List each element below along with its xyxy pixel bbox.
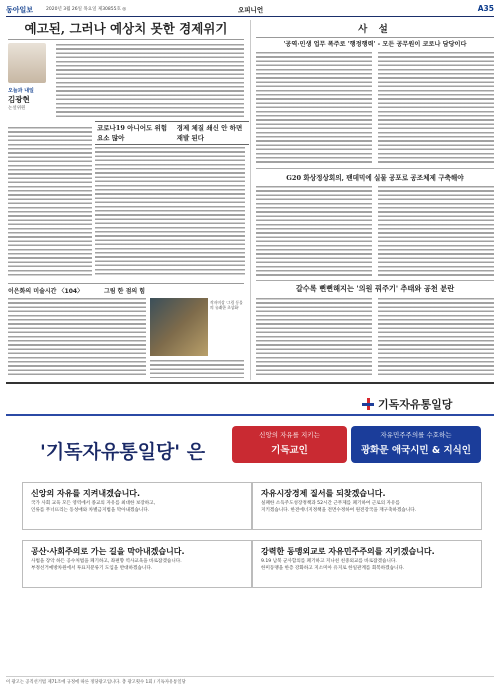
pledge-line: 지키겠습니다. 한전에너지정책을 전면수정하여 원전강국을 재구축하겠습니다. (261, 507, 417, 513)
editorial-body (378, 52, 494, 164)
editorial-divider (256, 280, 494, 281)
party-name: 기독자유통일당 (378, 398, 453, 411)
author-name: 김광현 (8, 95, 30, 104)
pledge-box (22, 540, 252, 588)
editorial-body (378, 298, 494, 378)
column-body-text (8, 127, 92, 277)
editorial-divider (256, 168, 494, 169)
art-column-title: 그림 한 점의 힘 (104, 288, 146, 295)
art-column-body (8, 298, 146, 378)
pledge-title: 신앙의 자유를 지켜내겠습니다. (31, 489, 141, 498)
cross-icon (362, 398, 374, 410)
pill-caption: 신앙의 자유를 지키는 (259, 431, 320, 439)
ad-pill-christian (232, 426, 347, 463)
column-divider (250, 20, 251, 380)
pill-label: 기독교인 (271, 445, 308, 456)
editorial-title: '공역·민생 업무 폭주로 '행정행력' - 모든 공무원이 코로나 담당이다 (283, 41, 467, 48)
pledge-line: 9.19 남북 군사합의를 폐기하고 지나친 친중외교를 바로잡겠습니다. (261, 559, 397, 564)
issue-date: 2020년 3월 26일 목요일 제30855호 ◎ (46, 7, 127, 12)
party-logo (362, 396, 452, 412)
editorial-body (256, 186, 372, 276)
ad-separator (6, 382, 494, 384)
masthead (6, 4, 494, 17)
newspaper-logo: 동아일보 (6, 6, 34, 14)
pledge-line: 인류를 무너뜨리는 동성애와 차별금지법을 막아내겠습니다. (31, 507, 150, 513)
ad-headline: '기독자유통일당' 은 (40, 441, 206, 463)
page-number: A35 (477, 4, 494, 13)
author-photo (8, 43, 46, 83)
column-kicker: 오늘과 내일 (8, 88, 34, 94)
pledge-title: 강력한 동맹외교로 자유민주주의를 지키겠습니다. (261, 547, 435, 556)
editorial-header: 사 설 (256, 21, 494, 38)
ad-pill-patriots (351, 426, 481, 463)
painting-caption: 작자미상 '그림 동물의 유쾌한 초상화' (210, 300, 243, 310)
pill-caption: 자유민주주의를 수호하는 (380, 431, 452, 439)
art-column-body (150, 360, 244, 378)
column-title: 예고된, 그러나 예상치 못한 경제위기 (8, 21, 244, 40)
column-body-text (95, 147, 245, 277)
art-column-header (8, 283, 244, 296)
pull-quote-line: 코로나19 아니어도 위험 요소 많아 (97, 124, 168, 142)
pledge-line: 한미동맹을 한층 강화하고 지소미아 유지로 한일관계를 회복하겠습니다. (261, 565, 405, 571)
author-role: 논설위원 (8, 106, 26, 111)
section-name: 오피니언 (238, 6, 264, 14)
pledge-line: 국가 사회 교육 모든 영역에서 종교의 자유를 최대한 보장하고, (31, 501, 156, 506)
pull-quote (95, 121, 249, 145)
pledge-title: 자유시장경제 질서를 되찾겠습니다. (261, 489, 386, 498)
pledge-line: 실패한 소득주도성장정책과 52시간 근무제를 폐기하여 근로의 자유를 (261, 501, 400, 506)
pledge-box (22, 482, 252, 530)
ad-blue-bar (6, 414, 494, 416)
pledge-box (252, 482, 482, 530)
editorial-body (256, 52, 372, 164)
ad-footer: 이 광고는 공직선거법 제71조에 규정에 따른 정당광고입니다. 총 광고횟수 1회 / 기독자유통일당 (6, 676, 494, 685)
painting-image (150, 298, 208, 356)
column-body-text (56, 44, 244, 118)
pledge-title: 공산·사회주의로 가는 길을 막아내겠습니다. (31, 547, 185, 556)
art-column-series: 이은화의 미술시간 〈104〉 (8, 288, 84, 295)
editorial-title: 갈수록 뻔뻔해지는 '의원 꿔주기' 추태와 공천 분란 (295, 284, 455, 293)
pill-label: 광화문 애국시민 & 지식인 (361, 445, 471, 456)
pledge-line: 사법을 장악 하든 공수처법을 폐기하고, 좌편향 역사교육을 바로잡겠습니다. (31, 559, 182, 564)
author-box (8, 43, 52, 123)
editorial-body (256, 298, 372, 378)
editorial-body (378, 186, 494, 276)
pull-quote-line: 경제 체질 쇄신 안 하면 재발 된다 (176, 124, 243, 142)
pledge-line: 부정선거예방차원에서 투표지분류기 도입을 반대하겠습니다. (31, 565, 153, 571)
editorial-title: G20 화상정상회의, 팬데믹에 실물 공포로 공조체제 구축해야 (286, 174, 464, 182)
pledge-box (252, 540, 482, 588)
